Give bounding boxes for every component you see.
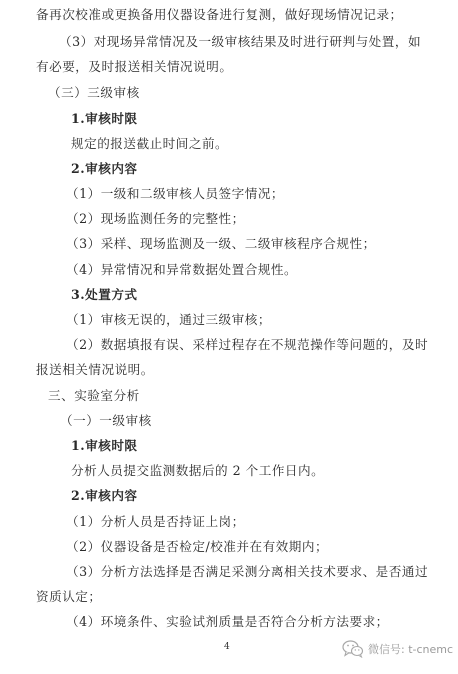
text-line: 报送相关情况说明。	[36, 362, 154, 377]
text-line: 备再次校准或更换备用仪器设备进行复测，做好现场情况记录；	[36, 7, 403, 22]
wechat-icon	[342, 640, 364, 658]
sub-heading: 1.审核时限	[71, 111, 138, 126]
list-item: （2）数据填报有误、采样过程存在不规范操作等问题的，及时	[66, 337, 429, 352]
sub-heading: 1.审核时限	[71, 438, 138, 453]
text-line: 规定的报送截止时间之前。	[71, 136, 229, 151]
list-item: （1）一级和二级审核人员签字情况；	[66, 186, 285, 201]
list-item: （1）分析人员是否持证上岗；	[66, 514, 245, 529]
list-item: （4）环境条件、实验试剂质量是否符合分析方法要求；	[66, 614, 389, 629]
text-line: 分析人员提交监测数据后的 2 个工作日内。	[71, 463, 325, 478]
list-item: （2）现场监测任务的完整性；	[66, 211, 245, 226]
section-heading: （一）一级审核	[60, 413, 152, 428]
list-item: （3）采样、现场监测及一级、二级审核程序合规性；	[66, 236, 376, 251]
list-item: （4）异常情况和异常数据处置合规性。	[66, 262, 298, 277]
sub-heading: 3.处置方式	[71, 287, 138, 302]
text-line: （3）对现场异常情况及一级审核结果及时进行研判与处置，如	[59, 34, 422, 49]
section-heading: 三、实验室分析	[48, 388, 140, 403]
sub-heading: 2.审核内容	[71, 161, 138, 176]
section-heading: （三）三级审核	[48, 85, 140, 100]
text-line: 资质认定；	[36, 589, 102, 604]
list-item: （3）分析方法选择是否满足采测分离相关技术要求、是否通过	[66, 564, 429, 579]
watermark-text: 微信号: t-cnemc	[368, 643, 454, 656]
sub-heading: 2.审核内容	[71, 488, 138, 503]
list-item: （1）审核无误的，通过三级审核；	[66, 312, 271, 327]
text-line: 有必要，及时报送相关情况说明。	[36, 59, 233, 74]
page-number: 4	[224, 642, 230, 652]
watermark	[342, 638, 453, 660]
list-item: （2）仪器设备是否检定/校准并在有效期内；	[66, 539, 329, 554]
